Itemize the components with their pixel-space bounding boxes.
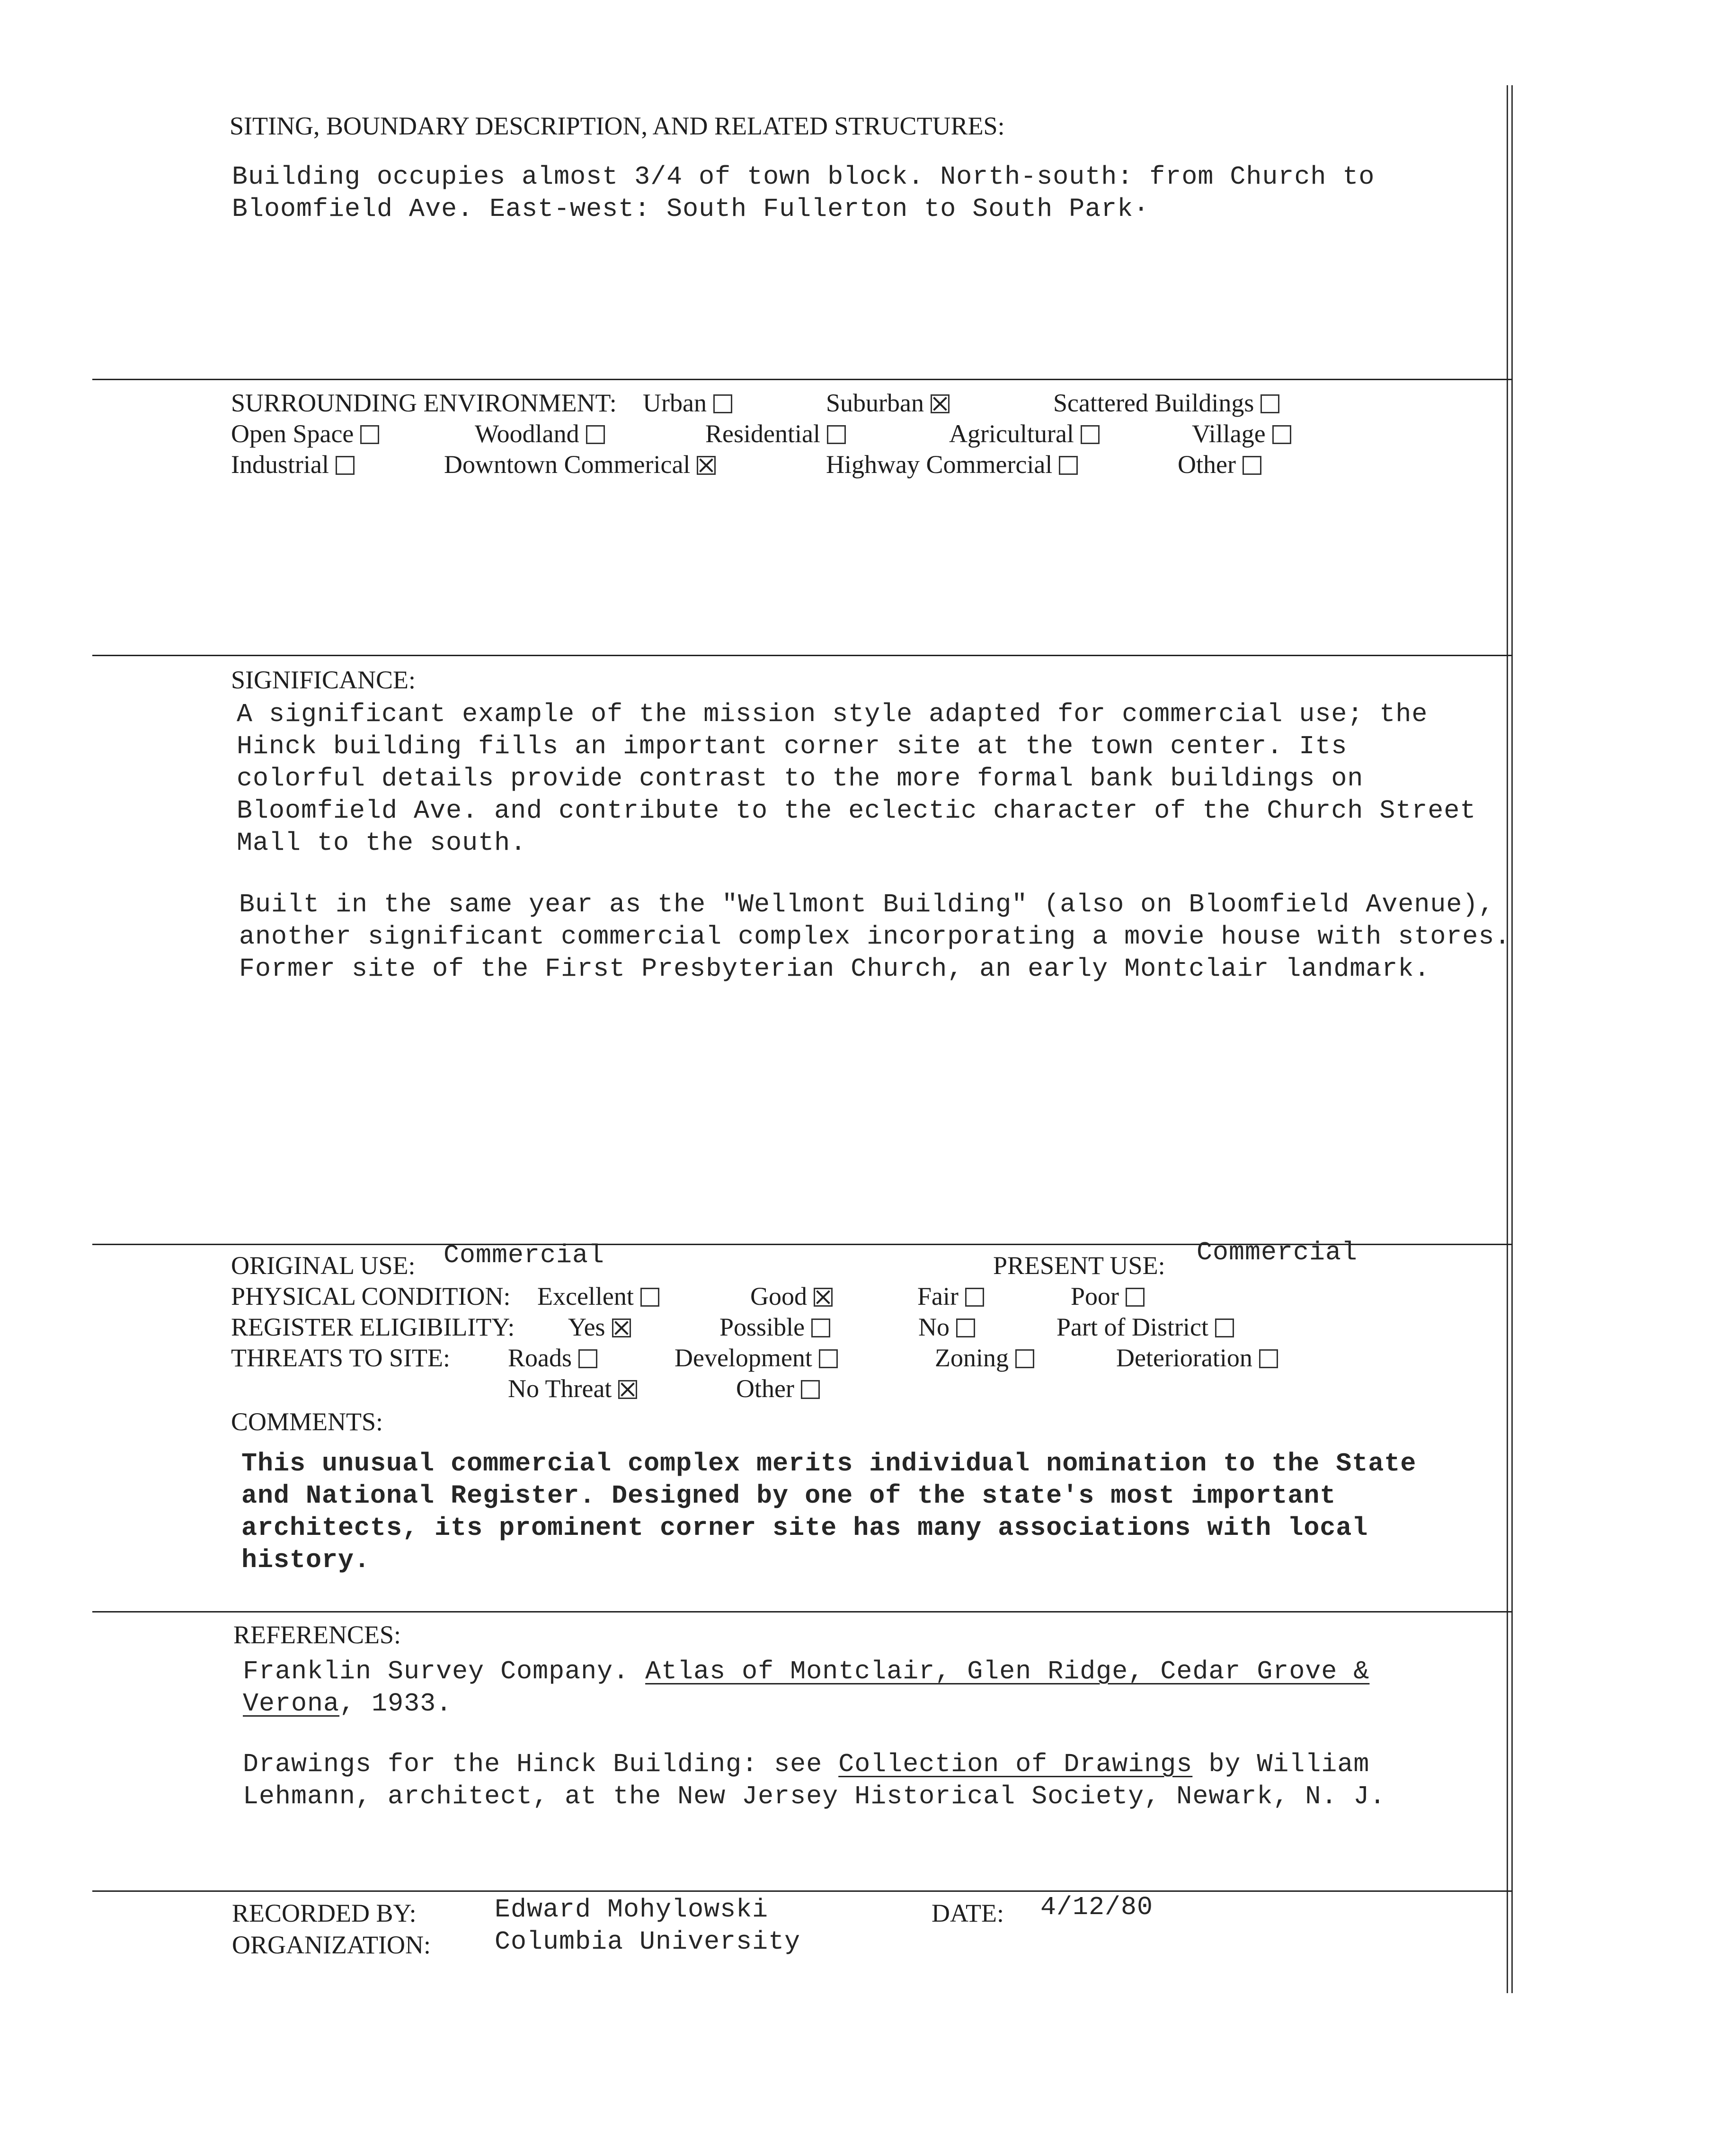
significance-line: A significant example of the mission style adapted for commercial use; the bbox=[237, 699, 1428, 729]
physical-condition-label: PHYSICAL CONDITION: bbox=[231, 1282, 511, 1310]
significance-title: SIGNIFICANCE: bbox=[231, 666, 416, 694]
env-option-other[interactable]: Other bbox=[1178, 449, 1261, 480]
checkbox[interactable] bbox=[578, 1349, 597, 1368]
checkbox-checked[interactable] bbox=[931, 394, 950, 413]
checkbox-checked[interactable] bbox=[697, 456, 716, 475]
right-margin-line bbox=[1507, 85, 1508, 1993]
checkbox-checked[interactable] bbox=[618, 1380, 637, 1399]
checkbox[interactable] bbox=[1260, 394, 1279, 413]
eligibility-option-possible[interactable]: Possible bbox=[719, 1311, 830, 1343]
checkbox[interactable] bbox=[811, 1319, 830, 1337]
checkbox[interactable] bbox=[965, 1288, 984, 1307]
comments-line: and National Register. Designed by one of the state's most important bbox=[241, 1481, 1336, 1511]
present-use-label: PRESENT USE: bbox=[993, 1251, 1165, 1280]
significance-line: another significant commercial complex incorporating a movie house with stores. bbox=[239, 922, 1511, 952]
checkbox[interactable] bbox=[1272, 425, 1291, 444]
checkbox[interactable] bbox=[713, 394, 732, 413]
env-option-woodland[interactable]: Woodland bbox=[475, 418, 605, 449]
env-option-urban[interactable]: Urban bbox=[643, 387, 732, 419]
checkbox[interactable] bbox=[801, 1380, 820, 1399]
date-label: DATE: bbox=[932, 1899, 1004, 1927]
threat-option-development[interactable]: Development bbox=[675, 1342, 838, 1373]
significance-line: Hinck building fills an important corner site at the town center. Its bbox=[237, 731, 1348, 761]
checkbox[interactable] bbox=[956, 1319, 975, 1337]
comments-line: history. bbox=[241, 1545, 371, 1575]
checkbox[interactable] bbox=[1059, 456, 1078, 475]
threat-option-roads[interactable]: Roads bbox=[508, 1342, 597, 1373]
significance-line: Former site of the First Presbyterian Church, an early Montclair landmark. bbox=[239, 954, 1430, 984]
eligibility-option-yes[interactable]: Yes bbox=[568, 1311, 631, 1343]
checkbox[interactable] bbox=[1259, 1349, 1278, 1368]
organization-value: Columbia University bbox=[495, 1927, 801, 1957]
significance-paragraph-1 bbox=[237, 698, 1476, 859]
checkbox[interactable] bbox=[1215, 1319, 1234, 1337]
references-entry-1: Franklin Survey Company. Atlas of Montclair, Glen Ridge, Cedar Grove & Verona, 1933. bbox=[243, 1657, 1370, 1719]
eligibility-option-part-of-district[interactable]: Part of District bbox=[1056, 1311, 1234, 1343]
environment-title: SURROUNDING ENVIRONMENT: bbox=[231, 389, 617, 417]
checkbox-checked[interactable] bbox=[612, 1319, 631, 1337]
threat-option-no-threat[interactable]: No Threat bbox=[508, 1373, 637, 1404]
condition-option-excellent[interactable]: Excellent bbox=[537, 1281, 659, 1312]
original-use-label: ORIGINAL USE: bbox=[231, 1251, 416, 1280]
right-margin-line-inner bbox=[1511, 85, 1513, 1993]
checkbox[interactable] bbox=[360, 425, 379, 444]
significance-line: colorful details provide contrast to the more formal bank buildings on bbox=[237, 764, 1364, 793]
condition-option-fair[interactable]: Fair bbox=[917, 1281, 984, 1312]
checkbox[interactable] bbox=[586, 425, 605, 444]
checkbox[interactable] bbox=[1081, 425, 1100, 444]
env-option-open-space[interactable]: Open Space bbox=[231, 418, 379, 449]
section-divider bbox=[92, 379, 1512, 380]
siting-line: Building occupies almost 3/4 of town block. North-south: from Church to bbox=[232, 162, 1375, 192]
recorded-by-value: Edward Mohylowski bbox=[495, 1895, 769, 1924]
reference-line: Lehmann, architect, at the New Jersey Historical Society, Newark, N. J. bbox=[243, 1782, 1386, 1811]
references-entry-2: Drawings for the Hinck Building: see Collection of Drawings by William Lehmann, architect, at the New Jersey Historical Society, Newark, N. J. bbox=[243, 1748, 1385, 1813]
env-option-industrial[interactable]: Industrial bbox=[231, 449, 355, 480]
siting-text bbox=[232, 161, 1375, 225]
threat-option-zoning[interactable]: Zoning bbox=[935, 1342, 1034, 1373]
siting-title: SITING, BOUNDARY DESCRIPTION, AND RELATED STRUCTURES: bbox=[230, 112, 1005, 140]
section-divider bbox=[92, 655, 1512, 656]
reference-title: Verona bbox=[243, 1689, 340, 1719]
env-option-scattered-buildings[interactable]: Scattered Buildings bbox=[1053, 387, 1279, 419]
recorded-by-label: RECORDED BY: bbox=[232, 1899, 417, 1927]
checkbox-checked[interactable] bbox=[814, 1288, 833, 1307]
comments-line: This unusual commercial complex merits individual nomination to the State bbox=[241, 1449, 1417, 1479]
comments-title: COMMENTS: bbox=[231, 1408, 383, 1436]
reference-title: Atlas of Montclair, Glen Ridge, Cedar Grove & bbox=[645, 1657, 1370, 1686]
env-option-downtown-commercial[interactable]: Downtown Commerical bbox=[444, 449, 716, 480]
condition-option-good[interactable]: Good bbox=[750, 1281, 833, 1312]
checkbox[interactable] bbox=[827, 425, 846, 444]
env-option-residential[interactable]: Residential bbox=[705, 418, 846, 449]
comments-line: architects, its prominent corner site has many associations with local bbox=[241, 1513, 1368, 1543]
register-eligibility-label: REGISTER ELIGIBILITY: bbox=[231, 1313, 515, 1341]
references-title: REFERENCES: bbox=[233, 1621, 401, 1649]
significance-paragraph-2 bbox=[239, 889, 1510, 985]
significance-line: Built in the same year as the "Wellmont Building" (also on Bloomfield Avenue), bbox=[239, 890, 1495, 919]
checkbox[interactable] bbox=[819, 1349, 838, 1368]
condition-option-poor[interactable]: Poor bbox=[1071, 1281, 1145, 1312]
section-divider bbox=[92, 1890, 1512, 1892]
env-option-suburban[interactable]: Suburban bbox=[826, 387, 950, 419]
env-option-agricultural[interactable]: Agricultural bbox=[949, 418, 1100, 449]
section-divider bbox=[92, 1611, 1512, 1613]
checkbox[interactable] bbox=[1243, 456, 1261, 475]
siting-line: Bloomfield Ave. East-west: South Fullerton to South Park· bbox=[232, 194, 1150, 224]
env-option-highway-commercial[interactable]: Highway Commercial bbox=[826, 449, 1078, 480]
checkbox[interactable] bbox=[1015, 1349, 1034, 1368]
significance-line: Mall to the south. bbox=[237, 828, 527, 858]
original-use-value: Commercial bbox=[444, 1240, 605, 1270]
threats-label: THREATS TO SITE: bbox=[231, 1344, 451, 1372]
threat-option-other[interactable]: Other bbox=[736, 1373, 820, 1404]
organization-label: ORGANIZATION: bbox=[232, 1931, 431, 1959]
checkbox[interactable] bbox=[1126, 1288, 1145, 1307]
checkbox[interactable] bbox=[336, 456, 355, 475]
date-value: 4/12/80 bbox=[1040, 1892, 1154, 1922]
threat-option-deterioration[interactable]: Deterioration bbox=[1116, 1342, 1278, 1373]
significance-line: Bloomfield Ave. and contribute to the eclectic character of the Church Street bbox=[237, 796, 1476, 826]
env-option-village[interactable]: Village bbox=[1192, 418, 1291, 449]
eligibility-option-no[interactable]: No bbox=[918, 1311, 975, 1343]
reference-title: Collection of Drawings bbox=[838, 1749, 1193, 1779]
checkbox[interactable] bbox=[640, 1288, 659, 1307]
present-use-value: Commercial bbox=[1197, 1238, 1358, 1267]
comments-text bbox=[241, 1448, 1416, 1577]
